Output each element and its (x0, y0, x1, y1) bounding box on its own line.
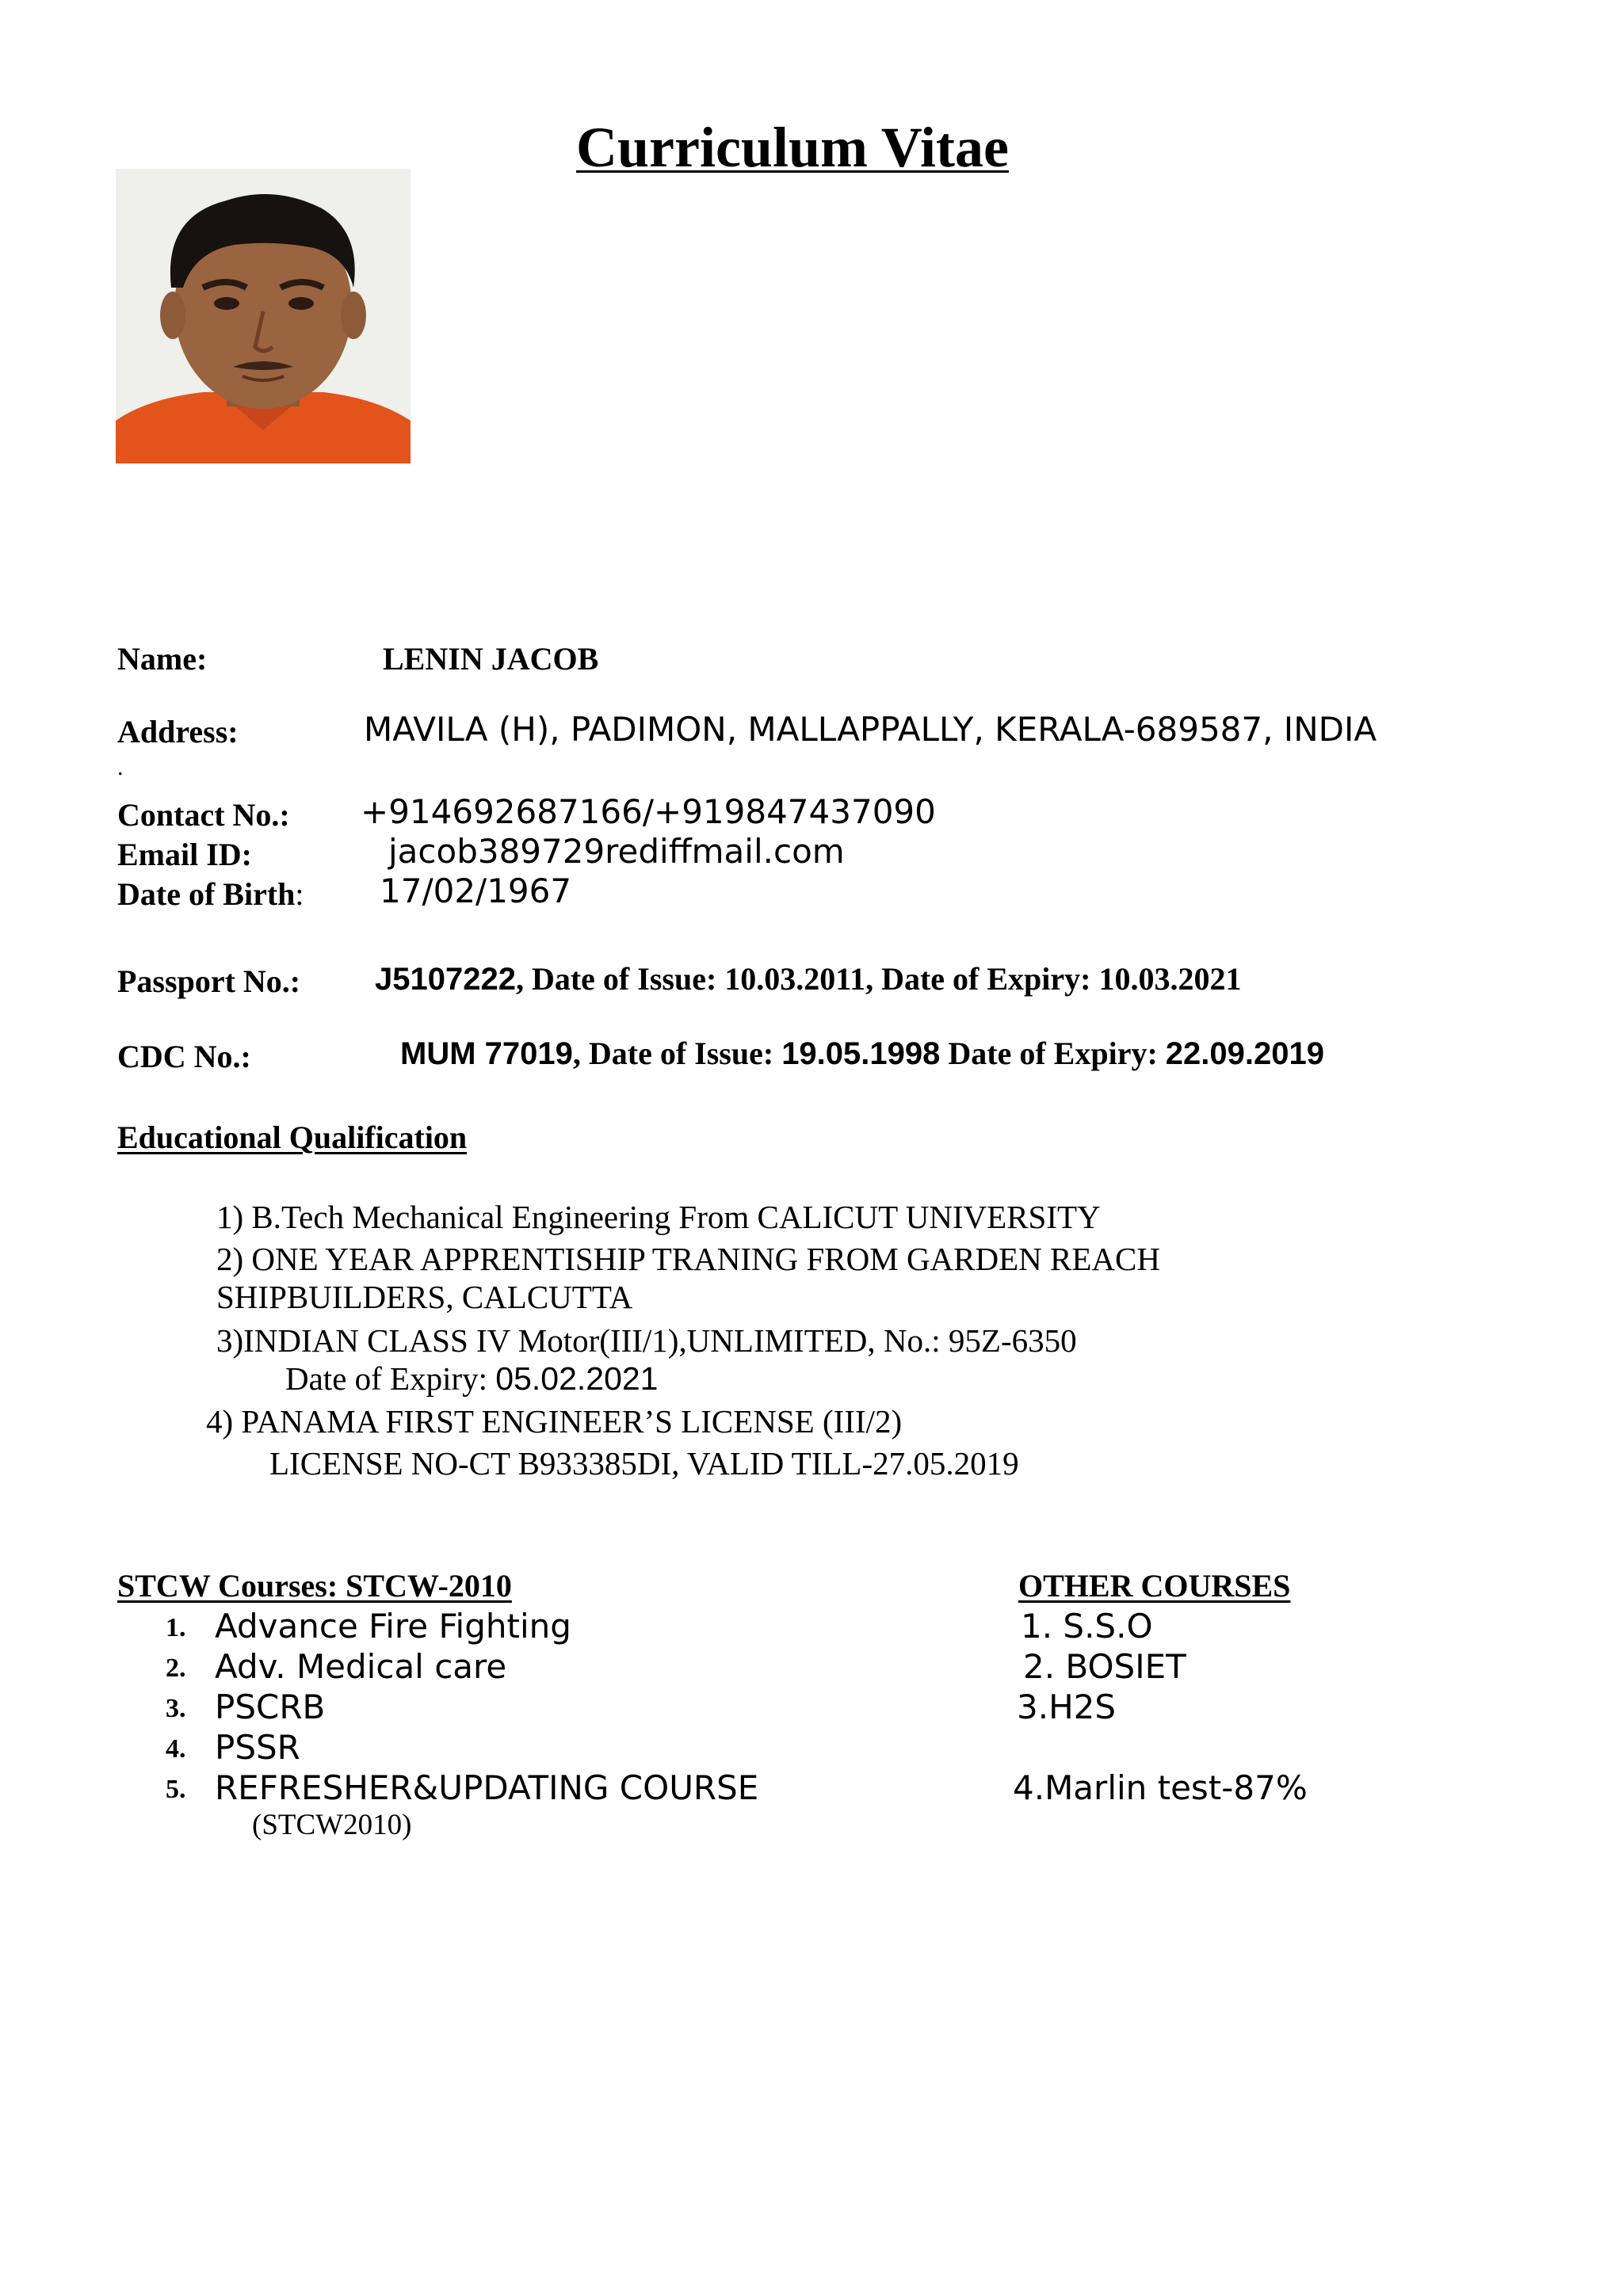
portrait-photo (116, 169, 411, 463)
email-value: jacob389729rediffmail.com (388, 832, 845, 871)
cdc-issue-label: , Date of Issue: (572, 1035, 782, 1071)
dob-label-row (117, 875, 304, 913)
other-course-item: 3.H2S (1017, 1688, 1117, 1726)
stcw-item-label: Adv. Medical care (215, 1647, 507, 1686)
portrait-icon (116, 169, 411, 463)
name-value: LENIN JACOB (383, 641, 599, 677)
stcw-item-num: 1. (166, 1613, 186, 1642)
address-value: MAVILA (H), PADIMON, MALLAPPALLY, KERALA-689587, INDIA (364, 710, 1377, 749)
other-courses-heading: OTHER COURSES (1018, 1568, 1291, 1604)
stcw-item-label: PSSR (215, 1728, 300, 1767)
stcw-heading: STCW Courses: STCW-2010 (117, 1568, 512, 1604)
cdc-expiry-label: Date of Expiry: (940, 1035, 1166, 1071)
education-item-3-expiry-label: Date of Expiry: (285, 1360, 496, 1397)
stcw-item-label: PSCRB (215, 1688, 326, 1726)
cdc-row (400, 1035, 1324, 1072)
stcw-item-label: REFRESHER&UPDATING COURSE (215, 1768, 759, 1807)
education-item-3-line-1: 3)INDIAN CLASS IV Motor(III/1),UNLIMITED, No.: 95Z-6350 (216, 1322, 1077, 1359)
stcw-item-label: Advance Fire Fighting (215, 1607, 571, 1646)
education-item-4-line-1: 4) PANAMA FIRST ENGINEER’S LICENSE (III/2) (206, 1403, 903, 1440)
passport-dates: , Date of Issue: 10.03.2011, Date of Expiry: 10.03.2021 (515, 961, 1242, 997)
dob-label: Date of Birth (117, 876, 296, 912)
cdc-expiry-date: 22.09.2019 (1165, 1036, 1324, 1071)
other-course-item: 1. S.S.O (1021, 1607, 1153, 1646)
education-item-4-line-2: LICENSE NO-CT B933385DI, VALID TILL-27.05.2019 (269, 1445, 1019, 1482)
education-item-2-line-1: 2) ONE YEAR APPRENTISHIP TRANING FROM GARDEN REACH (216, 1241, 1160, 1277)
stcw-item-num: 3. (166, 1694, 186, 1723)
education-item-2-line-2: SHIPBUILDERS, CALCUTTA (216, 1279, 633, 1315)
cdc-number: MUM 77019 (400, 1036, 573, 1071)
stcw-item-num: 5. (166, 1775, 186, 1804)
other-course-item: 4.Marlin test-87% (1013, 1768, 1308, 1807)
passport-number: J5107222 (375, 962, 516, 997)
email-label: Email ID: (117, 837, 252, 872)
education-item-3-expiry (285, 1360, 658, 1398)
education-item-3-expiry-date: 05.02.2021 (495, 1360, 659, 1397)
stray-dot: . (117, 754, 124, 780)
contact-value: +914692687166/+919847437090 (361, 792, 936, 831)
name-label: Name: (117, 641, 208, 677)
cdc-issue-date: 19.05.1998 (781, 1036, 941, 1071)
cdc-label: CDC No.: (117, 1039, 251, 1074)
stcw-item-num: 2. (166, 1653, 186, 1683)
passport-row (375, 960, 1241, 997)
passport-label: Passport No.: (117, 963, 301, 999)
page-title: Curriculum Vitae (576, 116, 1009, 179)
dob-value: 17/02/1967 (380, 871, 572, 910)
address-label: Address: (117, 714, 239, 749)
education-item-1: 1) B.Tech Mechanical Engineering From CALICUT UNIVERSITY (216, 1199, 1101, 1235)
stcw-item-num: 4. (166, 1734, 186, 1764)
stcw-note: (STCW2010) (252, 1809, 412, 1841)
dob-colon: : (295, 876, 304, 912)
contact-label: Contact No.: (117, 797, 290, 833)
other-course-item: 2. BOSIET (1023, 1647, 1186, 1686)
education-heading: Educational Qualification (117, 1119, 468, 1155)
